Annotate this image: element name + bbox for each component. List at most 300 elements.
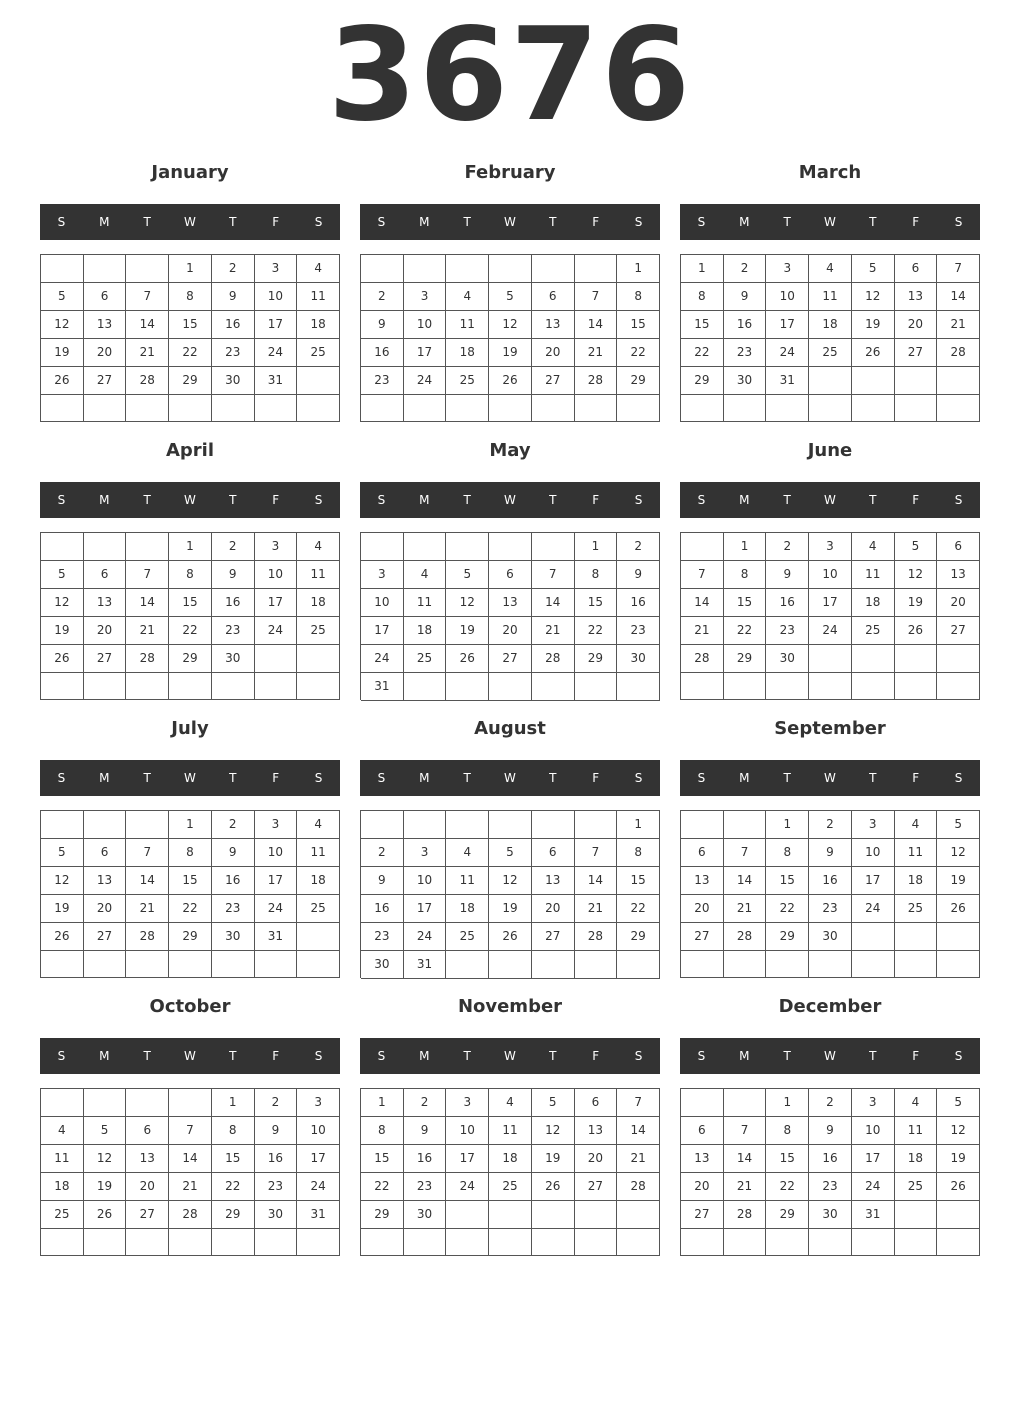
weekday-header [680, 482, 980, 518]
day-cell: 3 [255, 533, 298, 561]
day-cell: 21 [532, 617, 575, 645]
weekday-label: S [697, 215, 706, 229]
day-cell: 29 [681, 367, 724, 395]
day-cell: 14 [169, 1145, 212, 1173]
weekday-header [360, 1038, 660, 1074]
empty-day-cell [937, 923, 980, 951]
day-cell: 24 [446, 1173, 489, 1201]
day-cell: 22 [169, 339, 212, 367]
empty-day-cell [681, 533, 724, 561]
day-cell: 4 [446, 283, 489, 311]
day-cell: 10 [852, 839, 895, 867]
day-cell: 12 [489, 867, 532, 895]
empty-day-cell [724, 1229, 767, 1256]
weekday-label: W [824, 215, 836, 229]
day-grid [360, 1088, 660, 1256]
empty-day-cell [169, 1229, 212, 1256]
empty-day-cell [126, 951, 169, 978]
weekday-label: M [419, 215, 430, 229]
weekday-label: F [592, 493, 600, 507]
day-cell: 16 [809, 1145, 852, 1173]
empty-day-cell [575, 673, 618, 701]
day-cell: 5 [41, 283, 84, 311]
day-cell: 7 [937, 255, 980, 283]
month-december [680, 992, 980, 1262]
day-cell: 9 [212, 283, 255, 311]
empty-day-cell [361, 1229, 404, 1256]
day-cell: 26 [937, 895, 980, 923]
month-name: November [457, 996, 563, 1017]
weekday-label: T [869, 215, 877, 229]
day-cell: 21 [126, 617, 169, 645]
day-cell: 26 [84, 1201, 127, 1229]
day-cell: 16 [212, 311, 255, 339]
day-cell: 25 [297, 895, 340, 923]
day-cell: 15 [681, 311, 724, 339]
empty-day-cell [446, 951, 489, 979]
year-title: 3676 [327, 1, 693, 150]
day-cell: 26 [446, 645, 489, 673]
empty-day-cell [404, 255, 447, 283]
day-cell: 13 [575, 1117, 618, 1145]
day-cell: 5 [446, 561, 489, 589]
day-cell: 1 [766, 1089, 809, 1117]
day-grid [360, 254, 660, 422]
weekday-label: T [143, 493, 151, 507]
day-cell: 21 [617, 1145, 660, 1173]
weekday-label: T [549, 771, 557, 785]
empty-day-cell [84, 1229, 127, 1256]
day-cell: 17 [255, 867, 298, 895]
day-cell: 18 [446, 895, 489, 923]
day-cell: 30 [212, 367, 255, 395]
day-cell: 15 [617, 311, 660, 339]
weekday-label: M [419, 1049, 430, 1063]
day-grid [40, 254, 340, 422]
day-cell: 9 [617, 561, 660, 589]
weekday-label: M [419, 771, 430, 785]
empty-day-cell [852, 395, 895, 422]
day-cell: 2 [212, 533, 255, 561]
month-name: June [807, 440, 853, 461]
day-cell: 5 [937, 811, 980, 839]
day-cell: 29 [766, 923, 809, 951]
day-cell: 14 [575, 311, 618, 339]
day-cell: 10 [809, 561, 852, 589]
empty-day-cell [532, 673, 575, 701]
day-cell: 24 [255, 617, 298, 645]
weekday-label: W [504, 771, 516, 785]
day-cell: 14 [724, 867, 767, 895]
day-cell: 7 [169, 1117, 212, 1145]
empty-day-cell [404, 673, 447, 701]
empty-day-cell [297, 1229, 340, 1256]
day-cell: 19 [489, 339, 532, 367]
day-cell: 1 [724, 533, 767, 561]
day-cell: 21 [724, 1173, 767, 1201]
day-cell: 5 [532, 1089, 575, 1117]
empty-day-cell [766, 395, 809, 422]
day-cell: 27 [532, 367, 575, 395]
day-cell: 24 [404, 367, 447, 395]
empty-day-cell [532, 395, 575, 422]
weekday-header [40, 1038, 340, 1074]
empty-day-cell [895, 673, 938, 700]
day-cell: 11 [297, 561, 340, 589]
weekday-label: S [314, 493, 323, 507]
day-cell: 25 [297, 339, 340, 367]
day-cell: 16 [617, 589, 660, 617]
day-cell: 30 [212, 923, 255, 951]
day-cell: 18 [852, 589, 895, 617]
day-cell: 7 [126, 283, 169, 311]
day-cell: 30 [809, 1201, 852, 1229]
day-cell: 6 [84, 839, 127, 867]
weekday-label: T [229, 493, 237, 507]
day-cell: 24 [766, 339, 809, 367]
day-cell: 11 [297, 839, 340, 867]
weekday-header [680, 204, 980, 240]
day-cell: 28 [169, 1201, 212, 1229]
empty-day-cell [895, 923, 938, 951]
day-cell: 12 [41, 311, 84, 339]
day-cell: 2 [766, 533, 809, 561]
day-cell: 12 [84, 1145, 127, 1173]
day-cell: 17 [404, 339, 447, 367]
empty-day-cell [41, 395, 84, 422]
month-may [360, 436, 660, 706]
day-cell: 1 [681, 255, 724, 283]
day-cell: 23 [724, 339, 767, 367]
day-cell: 15 [766, 867, 809, 895]
day-cell: 12 [446, 589, 489, 617]
day-cell: 25 [809, 339, 852, 367]
day-cell: 30 [766, 645, 809, 673]
day-cell: 28 [724, 923, 767, 951]
day-cell: 29 [724, 645, 767, 673]
day-cell: 12 [937, 839, 980, 867]
empty-day-cell [532, 1229, 575, 1256]
day-cell: 2 [809, 811, 852, 839]
empty-day-cell [41, 951, 84, 978]
day-cell: 11 [809, 283, 852, 311]
weekday-label: M [99, 1049, 110, 1063]
day-cell: 23 [404, 1173, 447, 1201]
day-cell: 4 [297, 811, 340, 839]
empty-day-cell [852, 645, 895, 673]
empty-day-cell [532, 951, 575, 979]
day-cell: 16 [212, 867, 255, 895]
weekday-label: T [143, 215, 151, 229]
day-cell: 5 [489, 283, 532, 311]
day-cell: 7 [681, 561, 724, 589]
day-grid [360, 532, 660, 700]
day-cell: 27 [575, 1173, 618, 1201]
day-cell: 21 [724, 895, 767, 923]
day-cell: 18 [297, 589, 340, 617]
weekday-label: S [314, 771, 323, 785]
weekday-label: W [184, 1049, 196, 1063]
day-cell: 27 [532, 923, 575, 951]
day-cell: 29 [361, 1201, 404, 1229]
empty-day-cell [361, 395, 404, 422]
day-cell: 14 [617, 1117, 660, 1145]
day-cell: 30 [212, 645, 255, 673]
month-october [40, 992, 340, 1262]
day-cell: 13 [532, 311, 575, 339]
weekday-label: W [824, 1049, 836, 1063]
day-cell: 21 [575, 895, 618, 923]
day-cell: 12 [489, 311, 532, 339]
day-cell: 15 [169, 867, 212, 895]
empty-day-cell [681, 1229, 724, 1256]
day-cell: 8 [169, 561, 212, 589]
weekday-label: S [697, 493, 706, 507]
day-cell: 3 [361, 561, 404, 589]
empty-day-cell [446, 1201, 489, 1229]
day-grid [680, 1088, 980, 1256]
weekday-label: S [634, 1049, 643, 1063]
day-cell: 8 [681, 283, 724, 311]
empty-day-cell [255, 1229, 298, 1256]
weekday-label: S [377, 215, 386, 229]
day-cell: 17 [297, 1145, 340, 1173]
empty-day-cell [41, 673, 84, 700]
day-cell: 27 [489, 645, 532, 673]
day-cell: 26 [41, 923, 84, 951]
weekday-label: T [783, 771, 791, 785]
weekday-header [680, 760, 980, 796]
day-cell: 15 [617, 867, 660, 895]
day-cell: 28 [575, 923, 618, 951]
empty-day-cell [84, 951, 127, 978]
day-cell: 8 [617, 839, 660, 867]
day-cell: 31 [766, 367, 809, 395]
day-cell: 19 [852, 311, 895, 339]
empty-day-cell [126, 1229, 169, 1256]
day-cell: 23 [212, 617, 255, 645]
day-cell: 16 [255, 1145, 298, 1173]
empty-day-cell [41, 1089, 84, 1117]
day-cell: 25 [489, 1173, 532, 1201]
day-cell: 25 [852, 617, 895, 645]
day-cell: 9 [766, 561, 809, 589]
day-cell: 25 [446, 923, 489, 951]
day-cell: 27 [84, 923, 127, 951]
day-cell: 29 [169, 923, 212, 951]
empty-day-cell [446, 395, 489, 422]
day-cell: 26 [852, 339, 895, 367]
empty-day-cell [809, 645, 852, 673]
weekday-label: S [954, 493, 963, 507]
day-cell: 14 [126, 867, 169, 895]
weekday-label: F [272, 215, 280, 229]
empty-day-cell [809, 367, 852, 395]
day-cell: 19 [41, 895, 84, 923]
empty-day-cell [126, 811, 169, 839]
day-cell: 29 [169, 367, 212, 395]
day-cell: 2 [212, 255, 255, 283]
empty-day-cell [937, 645, 980, 673]
weekday-label: T [869, 1049, 877, 1063]
day-cell: 18 [809, 311, 852, 339]
month-name: March [798, 162, 862, 183]
empty-day-cell [937, 395, 980, 422]
day-cell: 18 [446, 339, 489, 367]
weekday-label: T [783, 493, 791, 507]
day-cell: 9 [255, 1117, 298, 1145]
day-cell: 18 [895, 1145, 938, 1173]
weekday-label: S [954, 1049, 963, 1063]
day-grid [680, 532, 980, 700]
day-cell: 10 [404, 867, 447, 895]
day-cell: 18 [297, 311, 340, 339]
empty-day-cell [852, 1229, 895, 1256]
day-cell: 17 [255, 589, 298, 617]
day-cell: 7 [724, 1117, 767, 1145]
empty-day-cell [617, 1229, 660, 1256]
weekday-label: T [143, 771, 151, 785]
weekday-label: W [184, 215, 196, 229]
day-cell: 8 [766, 839, 809, 867]
day-cell: 2 [361, 839, 404, 867]
empty-day-cell [681, 811, 724, 839]
weekday-label: S [57, 215, 66, 229]
day-cell: 3 [255, 255, 298, 283]
weekday-label: T [549, 1049, 557, 1063]
weekday-label: F [272, 1049, 280, 1063]
empty-day-cell [489, 533, 532, 561]
empty-day-cell [937, 951, 980, 978]
day-cell: 15 [575, 589, 618, 617]
day-cell: 19 [895, 589, 938, 617]
empty-day-cell [852, 951, 895, 978]
month-january [40, 158, 340, 428]
empty-day-cell [532, 533, 575, 561]
day-cell: 28 [681, 645, 724, 673]
weekday-label: W [504, 215, 516, 229]
day-cell: 31 [852, 1201, 895, 1229]
empty-day-cell [41, 811, 84, 839]
day-cell: 30 [724, 367, 767, 395]
empty-day-cell [809, 951, 852, 978]
day-cell: 25 [41, 1201, 84, 1229]
weekday-label: F [272, 493, 280, 507]
day-grid [680, 810, 980, 978]
day-cell: 25 [404, 645, 447, 673]
empty-day-cell [212, 951, 255, 978]
empty-day-cell [169, 951, 212, 978]
day-cell: 10 [852, 1117, 895, 1145]
weekday-header [360, 760, 660, 796]
month-february [360, 158, 660, 428]
day-cell: 23 [809, 1173, 852, 1201]
empty-day-cell [895, 1201, 938, 1229]
day-cell: 20 [84, 339, 127, 367]
day-cell: 18 [895, 867, 938, 895]
weekday-label: T [783, 1049, 791, 1063]
day-cell: 18 [41, 1173, 84, 1201]
empty-day-cell [361, 533, 404, 561]
day-cell: 3 [809, 533, 852, 561]
month-name: February [464, 162, 556, 183]
day-cell: 11 [446, 867, 489, 895]
weekday-label: T [229, 771, 237, 785]
day-cell: 7 [617, 1089, 660, 1117]
empty-day-cell [809, 1229, 852, 1256]
weekday-label: S [314, 1049, 323, 1063]
day-cell: 11 [41, 1145, 84, 1173]
day-cell: 21 [169, 1173, 212, 1201]
empty-day-cell [446, 533, 489, 561]
empty-day-cell [255, 395, 298, 422]
day-cell: 8 [361, 1117, 404, 1145]
weekday-label: F [912, 493, 920, 507]
empty-day-cell [126, 673, 169, 700]
empty-day-cell [724, 1089, 767, 1117]
empty-day-cell [895, 645, 938, 673]
day-cell: 5 [41, 839, 84, 867]
day-cell: 25 [895, 895, 938, 923]
empty-day-cell [681, 673, 724, 700]
day-cell: 2 [809, 1089, 852, 1117]
weekday-label: T [549, 215, 557, 229]
day-cell: 27 [84, 367, 127, 395]
day-cell: 12 [937, 1117, 980, 1145]
day-cell: 4 [489, 1089, 532, 1117]
empty-day-cell [575, 395, 618, 422]
empty-day-cell [766, 951, 809, 978]
day-cell: 1 [766, 811, 809, 839]
day-cell: 27 [895, 339, 938, 367]
empty-day-cell [575, 811, 618, 839]
day-cell: 21 [937, 311, 980, 339]
weekday-label: M [739, 771, 750, 785]
weekday-label: S [377, 1049, 386, 1063]
day-cell: 12 [41, 867, 84, 895]
empty-day-cell [255, 951, 298, 978]
day-grid [360, 810, 660, 978]
day-cell: 30 [617, 645, 660, 673]
day-cell: 9 [809, 1117, 852, 1145]
weekday-label: F [272, 771, 280, 785]
day-cell: 9 [724, 283, 767, 311]
day-cell: 19 [41, 339, 84, 367]
day-cell: 1 [617, 811, 660, 839]
day-cell: 20 [532, 895, 575, 923]
empty-day-cell [575, 1229, 618, 1256]
weekday-label: T [783, 215, 791, 229]
day-cell: 10 [255, 839, 298, 867]
empty-day-cell [724, 395, 767, 422]
day-cell: 16 [724, 311, 767, 339]
weekday-label: W [824, 771, 836, 785]
day-cell: 12 [41, 589, 84, 617]
day-grid [40, 532, 340, 700]
day-cell: 19 [41, 617, 84, 645]
day-cell: 22 [575, 617, 618, 645]
day-cell: 7 [126, 561, 169, 589]
weekday-label: M [419, 493, 430, 507]
day-cell: 20 [84, 895, 127, 923]
day-cell: 2 [404, 1089, 447, 1117]
empty-day-cell [41, 1229, 84, 1256]
day-cell: 19 [937, 1145, 980, 1173]
weekday-header [680, 1038, 980, 1074]
empty-day-cell [297, 673, 340, 700]
day-cell: 2 [212, 811, 255, 839]
day-cell: 28 [126, 367, 169, 395]
